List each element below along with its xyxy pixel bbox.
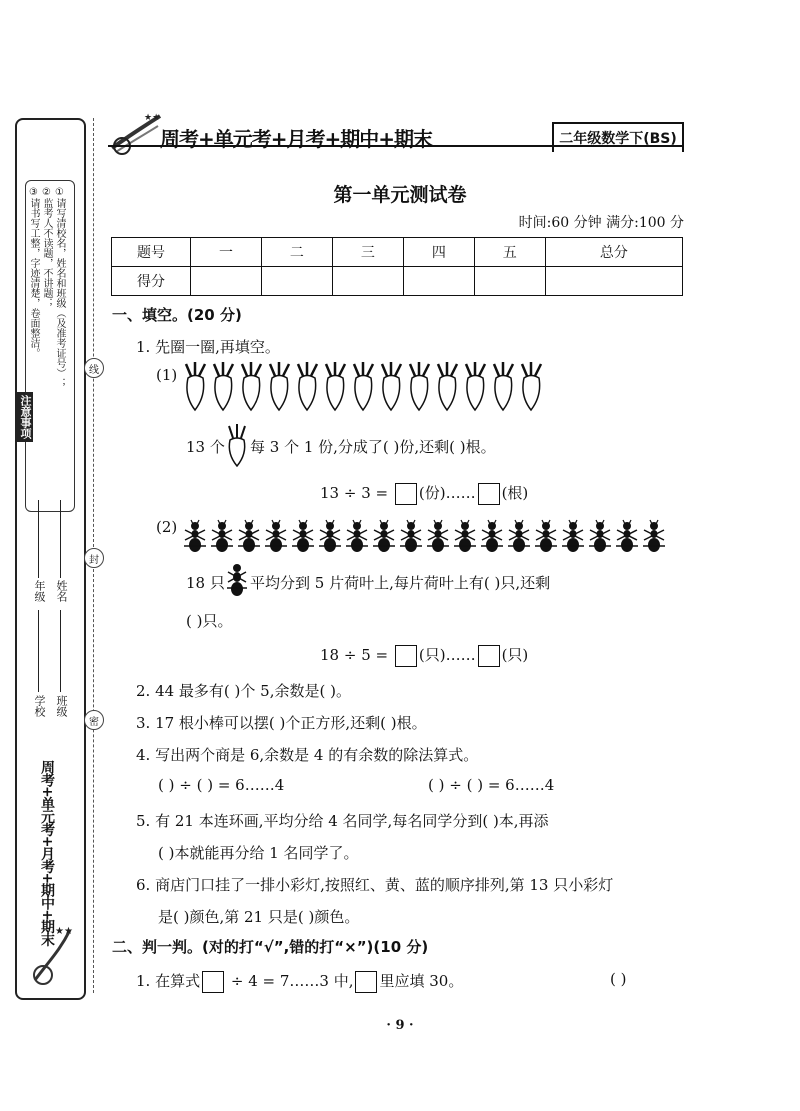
cell-label: 题号	[112, 238, 191, 267]
q1-2-label: (2)	[156, 518, 178, 536]
score-header-row	[112, 238, 683, 267]
radish-icon	[322, 360, 349, 412]
comet-logo-icon	[108, 108, 164, 156]
score-row	[112, 267, 683, 296]
q2: 2. 44 最多有( )个 5,余数是( )。	[136, 682, 351, 700]
score-input-4[interactable]	[403, 267, 474, 296]
ant-icon	[452, 518, 478, 554]
radish-icon	[350, 360, 377, 412]
radish-row	[182, 360, 545, 412]
cell-col-1: 一	[191, 238, 262, 267]
ant-icon	[614, 518, 640, 554]
page-number: · 9 ·	[386, 1018, 414, 1033]
q1-1-equation	[320, 482, 528, 505]
cut-mark-3: 密	[84, 710, 104, 730]
judge-q1-b: ÷ 4 = 7……3 中,	[230, 972, 354, 990]
grade-label: 年级	[33, 580, 46, 602]
score-input-2[interactable]	[261, 267, 332, 296]
score-input-1[interactable]	[191, 267, 262, 296]
score-input-total[interactable]	[545, 267, 682, 296]
ant-icon	[587, 518, 613, 554]
judge-box-1[interactable]	[202, 971, 224, 993]
q1-2-text-a: 18 只	[186, 574, 225, 592]
cell-total: 总分	[545, 238, 682, 267]
ant-icon	[641, 518, 667, 554]
cut-mark-2: 封	[84, 548, 104, 568]
header-rule	[108, 145, 682, 147]
strip-brand: 周考+单元考+月考+期中+期末	[39, 760, 55, 946]
radish-icon	[518, 360, 545, 412]
q1-1-eq-b: (份)……	[418, 484, 476, 502]
time-info: 时间:60 分钟 满分:100 分	[518, 215, 684, 231]
radish-icon	[182, 360, 209, 412]
ant-row	[182, 518, 667, 554]
q4-blank-a: ( ) ÷ ( ) = 6……4	[158, 776, 285, 794]
ant-icon	[533, 518, 559, 554]
answer-box-remainder-1[interactable]	[478, 483, 500, 505]
q4-blank-b: ( ) ÷ ( ) = 6……4	[428, 776, 555, 794]
q1-2-eq-b: (只)……	[418, 646, 476, 664]
q1-2-eq-c: (只)	[501, 646, 529, 664]
q1-1-eq-c: (根)	[501, 484, 529, 502]
ant-icon	[263, 518, 289, 554]
school-label: 学校	[33, 695, 46, 717]
cut-mark-1: 线	[84, 358, 104, 378]
q5-b: ( )本就能再分给 1 名同学了。	[158, 844, 359, 862]
radish-icon	[378, 360, 405, 412]
binding-strip	[15, 118, 86, 1000]
answer-box-remainder-2[interactable]	[478, 645, 500, 667]
answer-box-quotient-1[interactable]	[395, 483, 417, 505]
score-label: 得分	[112, 267, 191, 296]
notice-box	[25, 180, 75, 512]
cell-col-3: 三	[332, 238, 403, 267]
q1-2-text-c: ( )只。	[186, 612, 233, 630]
header-banner: 周考+单元考+月考+期中+期末	[160, 127, 433, 151]
section2-heading: 二、判一判。(对的打“√”,错的打“×”)(10 分)	[112, 938, 429, 956]
svg-text:★★: ★★	[55, 926, 73, 937]
name-label: 姓名	[55, 580, 68, 602]
ant-icon	[398, 518, 424, 554]
radish-icon	[406, 360, 433, 412]
ant-icon	[209, 518, 235, 554]
radish-icon	[434, 360, 461, 412]
grade-box: 二年级数学下(BS)	[552, 122, 684, 152]
radish-icon	[210, 360, 237, 412]
ant-icon	[479, 518, 505, 554]
judge-q1-c: 里应填 30。	[379, 972, 464, 990]
answer-box-quotient-2[interactable]	[395, 645, 417, 667]
score-table	[111, 237, 683, 296]
ant-icon	[290, 518, 316, 554]
grade-line	[38, 500, 39, 578]
judge-q1-a: 1. 在算式	[136, 972, 201, 990]
ant-icon	[425, 518, 451, 554]
q1-2-equation	[320, 644, 528, 667]
q1-2-eq-a: 18 ÷ 5 =	[320, 646, 389, 664]
cell-col-2: 二	[261, 238, 332, 267]
school-line	[38, 610, 39, 692]
notice-2: ②监考人不读题，不讲题；	[41, 187, 52, 308]
ant-icon	[236, 518, 262, 554]
ant-icon	[371, 518, 397, 554]
svg-text:★★: ★★	[144, 113, 161, 123]
ant-icon	[506, 518, 532, 554]
radish-icon	[238, 360, 265, 412]
q6-a: 6. 商店门口挂了一排小彩灯,按照红、黄、蓝的顺序排列,第 13 只小彩灯	[136, 876, 614, 894]
ant-icon	[560, 518, 586, 554]
q4: 4. 写出两个商是 6,余数是 4 的有余数的除法算式。	[136, 746, 479, 764]
q1-2-text-b: 平均分到 5 片荷叶上,每片荷叶上有( )只,还剩	[250, 574, 551, 592]
notice-title: 注意事项	[17, 392, 33, 442]
radish-icon	[462, 360, 489, 412]
q5-a: 5. 有 21 本连环画,平均分给 4 名同学,每名同学分到( )本,再添	[136, 812, 549, 830]
judge-q1-answer[interactable]: ( )	[610, 970, 627, 988]
notice-1: ①请写清校名，姓名和班级（及准考证号）；	[54, 187, 65, 388]
cell-col-4: 四	[403, 238, 474, 267]
name-line	[60, 500, 61, 578]
strip-logo-icon	[25, 920, 75, 990]
q1-prompt: 1. 先圈一圈,再填空。	[136, 338, 280, 356]
q6-b: 是( )颜色,第 21 只是( )颜色。	[158, 908, 360, 926]
radish-icon	[294, 360, 321, 412]
ant-icon	[317, 518, 343, 554]
q3: 3. 17 根小棒可以摆( )个正方形,还剩( )根。	[136, 714, 427, 732]
q1-1-text-b: 每 3 个 1 份,分成了( )份,还剩( )根。	[250, 438, 496, 456]
section1-heading: 一、填空。(20 分)	[112, 306, 242, 324]
judge-q1	[136, 970, 463, 993]
ant-icon	[224, 562, 250, 598]
class-line	[60, 610, 61, 692]
radish-icon	[266, 360, 293, 412]
ant-icon	[182, 518, 208, 554]
ant-icon	[344, 518, 370, 554]
cell-col-5: 五	[474, 238, 545, 267]
radish-icon	[490, 360, 517, 412]
q1-1-label: (1)	[156, 366, 178, 384]
radish-icon	[225, 424, 249, 468]
page-title: 第一单元测试卷	[333, 184, 467, 206]
q1-1-eq-a: 13 ÷ 3 =	[320, 484, 389, 502]
judge-box-2[interactable]	[355, 971, 377, 993]
score-input-5[interactable]	[474, 267, 545, 296]
score-input-3[interactable]	[332, 267, 403, 296]
notice-3: ③请书写工整，字迹清楚，卷面整洁。	[28, 187, 39, 358]
class-label: 班级	[55, 695, 68, 717]
q1-1-text-a: 13 个	[186, 438, 225, 456]
